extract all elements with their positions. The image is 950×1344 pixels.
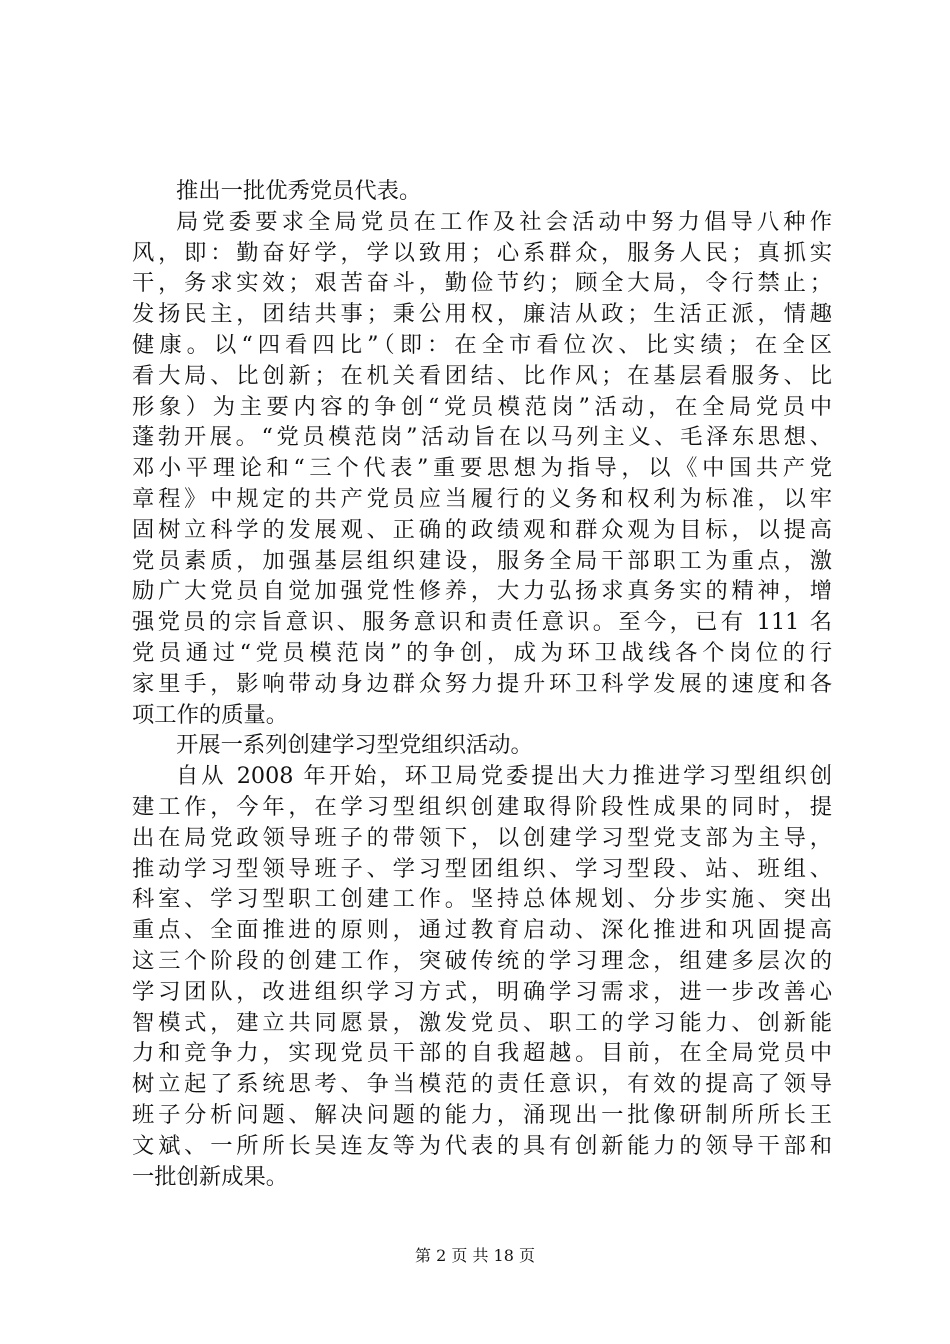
text-line: 班子分析问题、解决问题的能力，涌现出一批像研制所所长王 [132, 1101, 832, 1128]
text-line: 邓小平理论和“三个代表”重要思想为指导，以《中国共产党 [132, 455, 832, 482]
text-line: 励广大党员自觉加强党性修养，大力弘扬求真务实的精神，增 [132, 578, 832, 605]
text-line: 看大局、比创新；在机关看团结、比作风；在基层看服务、比 [132, 362, 832, 389]
text-line: 推出一批优秀党员代表。 [176, 178, 422, 204]
text-line: 开展一系列创建学习型党组织活动。 [176, 732, 533, 759]
text-line: 干，务求实效；艰苦奋斗，勤俭节约；顾全大局，令行禁止； [132, 270, 832, 297]
text-line: 学习团队，改进组织学习方式，明确学习需求，进一步改善心 [132, 978, 832, 1005]
text-line: 一批创新成果。 [132, 1163, 289, 1190]
text-line: 形象）为主要内容的争创“党员模范岗”活动，在全局党员中 [132, 393, 832, 420]
text-line: 党员通过“党员模范岗”的争创，成为环卫战线各个岗位的行 [132, 639, 832, 666]
text-line: 家里手，影响带动身边群众努力提升环卫科学发展的速度和各 [132, 670, 832, 697]
text-line: 这三个阶段的创建工作，突破传统的学习理念，组建多层次的 [132, 947, 832, 974]
text-line: 树立起了系统思考、争当模范的责任意识，有效的提高了领导 [132, 1071, 832, 1098]
text-line: 强党员的宗旨意识、服务意识和责任意识。至今，已有 111 名 [132, 609, 832, 636]
text-line: 发扬民主，团结共事；秉公用权，廉洁从政；生活正派，情趣 [132, 301, 832, 328]
text-line: 党员素质，加强基层组织建设，服务全局干部职工为重点，激 [132, 547, 832, 574]
text-line: 蓬勃开展。“党员模范岗”活动旨在以马列主义、毛泽东思想、 [132, 424, 832, 451]
text-line: 章程》中规定的共产党员应当履行的义务和权利为标准，以牢 [132, 485, 832, 512]
text-line: 局党委要求全局党员在工作及社会活动中努力倡导八种作 [176, 208, 832, 235]
text-line: 出在局党政领导班子的带领下，以创建学习型党支部为主导， [132, 824, 832, 851]
text-line: 建工作，今年，在学习型组织创建取得阶段性成果的同时，提 [132, 793, 832, 820]
text-line: 固树立科学的发展观、正确的政绩观和群众观为目标，以提高 [132, 516, 832, 543]
text-line: 自从 2008 年开始，环卫局党委提出大力推进学习型组织创 [176, 763, 832, 790]
text-line: 力和竞争力，实现党员干部的自我超越。目前，在全局党员中 [132, 1040, 832, 1067]
text-line: 健康。以“四看四比”（即：在全市看位次、比实绩；在全区 [132, 331, 832, 358]
text-line: 文斌、一所所长吴连友等为代表的具有创新能力的领导干部和 [132, 1132, 832, 1159]
text-line: 重点、全面推进的原则，通过教育启动、深化推进和巩固提高 [132, 917, 832, 944]
text-line: 科室、学习型职工创建工作。坚持总体规划、分步实施、突出 [132, 886, 832, 913]
document-body [132, 176, 832, 1192]
page-footer: 第 2 页 共 18 页 [415, 1246, 535, 1265]
text-line: 智模式，建立共同愿景，激发党员、职工的学习能力、创新能 [132, 1009, 832, 1036]
text-line: 推动学习型领导班子、学习型团组织、学习型段、站、班组、 [132, 855, 832, 882]
text-line: 项工作的质量。 [132, 701, 289, 728]
text-line: 风，即：勤奋好学，学以致用；心系群众，服务人民；真抓实 [132, 239, 832, 266]
